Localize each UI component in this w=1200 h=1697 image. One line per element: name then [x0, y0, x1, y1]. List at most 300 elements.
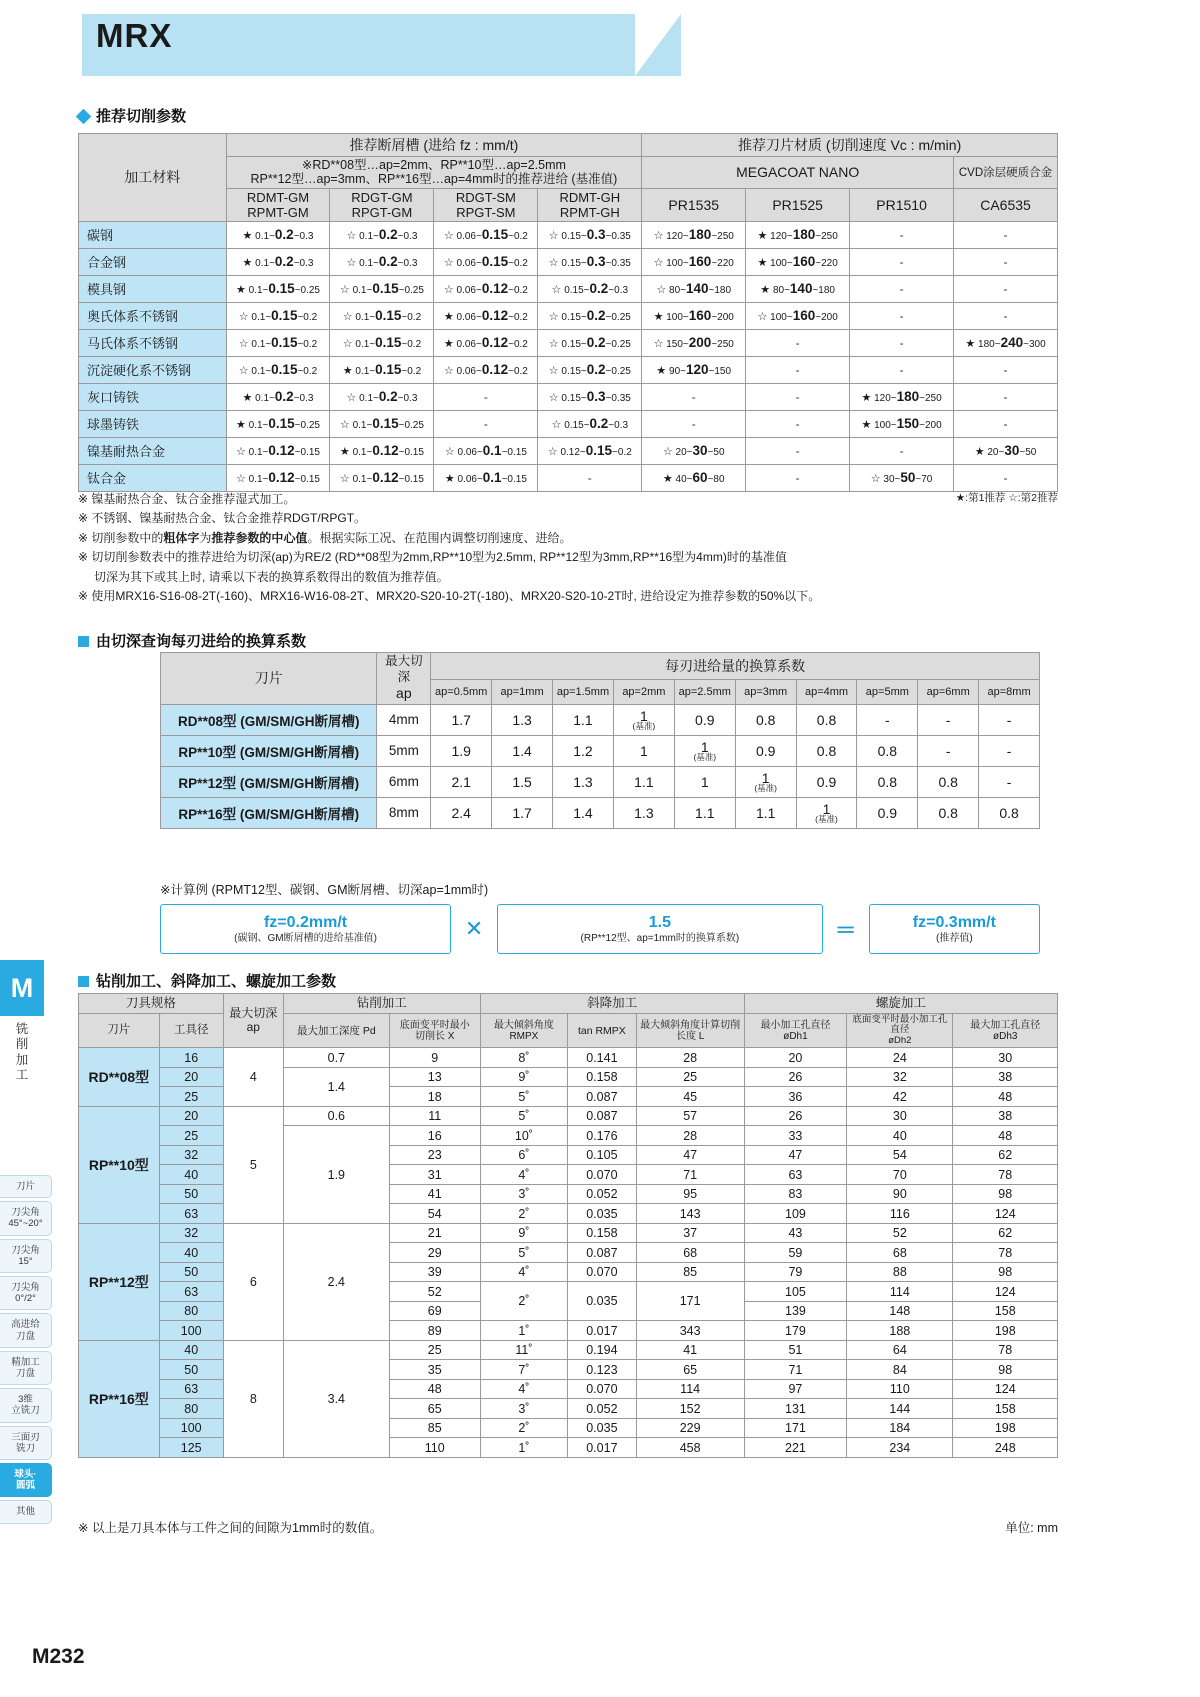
cell-material: 模具钢: [79, 275, 227, 302]
sidebar-tab-4[interactable]: 高进给 刀盘: [0, 1313, 52, 1347]
cell-value: ★ 20~30~50: [954, 437, 1058, 464]
section1-footnotes: [78, 490, 1058, 607]
cell-min-cut-length-x: 110: [389, 1438, 480, 1458]
recommend-mark-icon: ★: [443, 338, 454, 351]
calc-term-3: [869, 904, 1040, 954]
cell-empty: -: [850, 437, 954, 464]
cell-min-hole-dia: 20: [744, 1048, 847, 1068]
cell-tool-diameter: 25: [159, 1126, 223, 1146]
cell-min-hole-dia: 139: [744, 1301, 847, 1321]
cell-material: 马氏体系不锈钢: [79, 329, 227, 356]
cell-max-hole-dia: 78: [953, 1243, 1058, 1263]
cell-ramp-length: 229: [636, 1418, 744, 1438]
cell-ramp-length: 171: [636, 1282, 744, 1321]
cell-factor: 0.8: [857, 735, 918, 766]
cell-value: ☆ 0.1~0.15~0.2: [226, 329, 330, 356]
cell-empty: -: [434, 410, 538, 437]
cell-min-hole-dia: 131: [744, 1399, 847, 1419]
cell-ramp-length: 28: [636, 1126, 744, 1146]
cell-min-cut-length-x: 69: [389, 1301, 480, 1321]
header-col-3: RDMT-GH RPMT-GH: [538, 188, 642, 221]
recommend-mark-icon: ☆: [342, 311, 353, 324]
sidebar-tab-9[interactable]: 其他: [0, 1500, 52, 1523]
cell-value: ☆ 0.06~0.12~0.2: [434, 356, 538, 383]
header-bar-notch: [75, 14, 82, 76]
cell-empty: -: [746, 356, 850, 383]
cell-min-hole-dia: 97: [744, 1379, 847, 1399]
header-insert: 刀片: [161, 653, 377, 705]
cell-ramp-length: 458: [636, 1438, 744, 1458]
recommend-mark-icon: ★: [444, 473, 455, 486]
cell-factor: -: [979, 735, 1040, 766]
cell-ramp-length: 65: [636, 1360, 744, 1380]
cell-material: 合金钢: [79, 248, 227, 275]
header-helical-group: 螺旋加工: [744, 994, 1057, 1014]
cell-value: ☆ 0.15~0.3~0.35: [538, 248, 642, 275]
cell-value: ☆ 0.06~0.1~0.15: [434, 437, 538, 464]
cell-max-hole-dia: 38: [953, 1106, 1058, 1126]
cell-tan-rmpx: 0.035: [568, 1204, 636, 1224]
cell-tool-diameter: 40: [159, 1340, 223, 1360]
cell-tan-rmpx: 0.052: [568, 1184, 636, 1204]
cell-value: ☆ 0.15~0.2~0.3: [538, 275, 642, 302]
cell-ramp-length: 57: [636, 1106, 744, 1126]
cell-flat-hole-dia: 84: [847, 1360, 953, 1380]
cell-value: ★ 0.1~0.15~0.25: [226, 275, 330, 302]
header-chipbreaker-group: 推荐断屑槽 (进给 fz : mm/t): [226, 134, 642, 157]
cell-max-hole-dia: 198: [953, 1418, 1058, 1438]
cell-max-hole-dia: 48: [953, 1087, 1058, 1107]
cell-flat-hole-dia: 88: [847, 1262, 953, 1282]
calc-equals-icon: ＝: [834, 917, 857, 943]
cell-flat-hole-dia: 68: [847, 1243, 953, 1263]
recommend-mark-icon: ☆: [551, 419, 562, 432]
recommend-mark-icon: ☆: [548, 311, 559, 324]
header-ap-1: ap=1mm: [492, 680, 553, 705]
cell-value: ☆ 100~160~200: [746, 302, 850, 329]
recommend-mark-icon: ★: [235, 284, 246, 297]
sidebar-tab-1[interactable]: 刀尖角 45°~20°: [0, 1201, 52, 1235]
cell-ramp-angle: 10˚: [480, 1126, 567, 1146]
table2-body: [161, 704, 1040, 828]
recommend-mark-icon: ★: [443, 311, 454, 324]
cell-factor-base: 1 (基准): [796, 797, 857, 828]
cell-flat-hole-dia: 90: [847, 1184, 953, 1204]
cell-tool-diameter: 16: [159, 1048, 223, 1068]
recommend-mark-icon: ★: [662, 473, 673, 486]
cell-flat-hole-dia: 40: [847, 1126, 953, 1146]
section1-heading: 推荐切削参数: [78, 105, 186, 126]
sidebar-tab-0[interactable]: 刀片: [0, 1175, 52, 1198]
recommend-mark-icon: ★: [757, 230, 768, 243]
cell-min-hole-dia: 26: [744, 1106, 847, 1126]
cell-value: ★ 0.1~0.2~0.3: [226, 221, 330, 248]
table1-header-row-cols: [79, 188, 1058, 221]
recommend-mark-icon: ★: [235, 419, 246, 432]
cell-flat-hole-dia: 188: [847, 1321, 953, 1341]
cell-value: ☆ 0.1~0.15~0.2: [226, 356, 330, 383]
sidebar-tabs[interactable]: [0, 1175, 52, 1527]
cell-empty: -: [538, 464, 642, 491]
cell-flat-hole-dia: 54: [847, 1145, 953, 1165]
cell-factor: 0.8: [918, 766, 979, 797]
cell-empty: -: [746, 437, 850, 464]
cell-value: ☆ 0.1~0.12~0.15: [226, 464, 330, 491]
cell-max-hole-dia: 62: [953, 1223, 1058, 1243]
table-row: [79, 302, 1058, 329]
table-row: [79, 221, 1058, 248]
cell-ramp-length: 85: [636, 1262, 744, 1282]
cell-factor: 1.7: [431, 704, 492, 735]
cell-ramp-length: 41: [636, 1340, 744, 1360]
table-row: [79, 275, 1058, 302]
cell-insert-group: RP**12型: [79, 1223, 160, 1340]
cell-factor: 1.3: [553, 766, 614, 797]
header-ap-max: 最大切深 ap: [377, 653, 431, 705]
header-megacoat-nano: MEGACOAT NANO: [642, 157, 954, 189]
cell-value: ☆ 0.1~0.2~0.3: [330, 221, 434, 248]
cell-tan-rmpx: 0.194: [568, 1340, 636, 1360]
cell-tool-diameter: 125: [159, 1438, 223, 1458]
cell-ramp-angle: 3˚: [480, 1184, 567, 1204]
table-row: [79, 410, 1058, 437]
cell-min-hole-dia: 47: [744, 1145, 847, 1165]
cell-flat-hole-dia: 116: [847, 1204, 953, 1224]
cell-ramp-length: 143: [636, 1204, 744, 1224]
cell-factor: 1.9: [431, 735, 492, 766]
cell-tan-rmpx: 0.158: [568, 1223, 636, 1243]
recommend-mark-icon: ★: [757, 257, 768, 270]
table1-header: [79, 134, 1058, 222]
cell-min-hole-dia: 109: [744, 1204, 847, 1224]
table-row: [79, 248, 1058, 275]
recommend-mark-icon: ☆: [339, 284, 350, 297]
footnote-3: ※ 切切削参数表中的推荐进给为切深(ap)为RE/2 (RD**08型为2mm,RP**10型为2.5mm, RP**12型为3mm,RP**16型为4mm)时的基准值: [78, 550, 787, 565]
cell-tan-rmpx: 0.017: [568, 1321, 636, 1341]
cell-max-hole-dia: 30: [953, 1048, 1058, 1068]
cell-max-hole-dia: 48: [953, 1126, 1058, 1146]
cell-empty: -: [746, 329, 850, 356]
header-material-col: 加工材料: [79, 134, 227, 222]
header-ap-2: ap=1.5mm: [553, 680, 614, 705]
calc-term-2: [497, 904, 822, 954]
calc-term-3-value: fz=0.3mm/t: [912, 913, 996, 931]
cell-factor-base: 1 (基准): [613, 704, 674, 735]
calculation-example-caption: ※计算例 (RPMT12型、碳钢、GM断屑槽、切深ap=1mm时): [160, 883, 489, 897]
cell-ramp-length: 95: [636, 1184, 744, 1204]
cell-max-hole-dia: 98: [953, 1360, 1058, 1380]
header-max-hole-dia: 最大加工孔直径 øDh3: [953, 1014, 1058, 1048]
cell-empty: -: [954, 221, 1058, 248]
cell-ramp-angle: 1˚: [480, 1321, 567, 1341]
cell-flat-hole-dia: 42: [847, 1087, 953, 1107]
cell-min-cut-length-x: 35: [389, 1360, 480, 1380]
cell-value: ☆ 0.1~0.15~0.25: [330, 410, 434, 437]
cell-value: ☆ 0.06~0.15~0.2: [434, 221, 538, 248]
recommend-mark-icon: ☆: [551, 284, 562, 297]
recommended-cutting-parameters-table: [78, 133, 1058, 492]
cell-ap-max: 6mm: [377, 766, 431, 797]
cell-empty: -: [746, 383, 850, 410]
cell-ap-max: 8mm: [377, 797, 431, 828]
cell-flat-hole-dia: 144: [847, 1399, 953, 1419]
cell-tool-diameter: 20: [159, 1106, 223, 1126]
cell-factor: 1.4: [492, 735, 553, 766]
header-tan-rmpx: tan RMPX: [568, 1014, 636, 1048]
header-flat-hole-dia: 底面变平时最小加工孔直径 øDh2: [847, 1014, 953, 1048]
table-row: [79, 464, 1058, 491]
recommend-mark-icon: ★: [342, 365, 353, 378]
cell-value: ☆ 0.15~0.2~0.3: [538, 410, 642, 437]
cell-max-hole-dia: 158: [953, 1399, 1058, 1419]
section2-heading: 由切深查询每刃进给的换算系数: [78, 630, 306, 651]
cell-insert-group: RP**16型: [79, 1340, 160, 1457]
cell-value: ☆ 120~180~250: [642, 221, 746, 248]
cell-ap-max: 8: [223, 1340, 283, 1457]
cell-ap-max: 6: [223, 1223, 283, 1340]
cell-tan-rmpx: 0.087: [568, 1106, 636, 1126]
cell-tan-rmpx: 0.176: [568, 1126, 636, 1146]
cell-value: ★ 0.1~0.2~0.3: [226, 383, 330, 410]
cell-tool-diameter: 63: [159, 1282, 223, 1302]
cell-flat-hole-dia: 234: [847, 1438, 953, 1458]
square-bullet-icon: [78, 976, 89, 987]
cell-factor: -: [918, 735, 979, 766]
cell-empty: -: [850, 275, 954, 302]
cell-factor: -: [979, 766, 1040, 797]
recommend-mark-icon: ★: [653, 311, 664, 324]
cell-material: 灰口铸铁: [79, 383, 227, 410]
recommend-mark-icon: ☆: [653, 230, 664, 243]
cell-ramp-angle: 7˚: [480, 1360, 567, 1380]
header-drilling-group: 钻削加工: [283, 994, 480, 1014]
header-col-4: PR1535: [642, 188, 746, 221]
recommend-mark-icon: ☆: [656, 284, 667, 297]
section3-unit-label: 单位: mm: [1005, 1521, 1058, 1535]
recommend-mark-icon: ★: [656, 365, 667, 378]
cell-empty: -: [954, 464, 1058, 491]
cell-value: ★ 100~150~200: [850, 410, 954, 437]
recommend-mark-icon: ☆: [653, 257, 664, 270]
recommend-mark-icon: ☆: [548, 230, 559, 243]
cell-value: ☆ 0.1~0.15~0.2: [226, 302, 330, 329]
cell-tan-rmpx: 0.052: [568, 1399, 636, 1419]
cell-drill-depth: 1.4: [283, 1067, 389, 1106]
sidebar-tab-5[interactable]: 精加工 刀盘: [0, 1351, 52, 1385]
cell-empty: -: [850, 329, 954, 356]
cell-value: ★ 0.1~0.2~0.3: [226, 248, 330, 275]
cell-min-hole-dia: 179: [744, 1321, 847, 1341]
calc-term-3-note: (推荐值): [936, 933, 973, 945]
recommend-mark-icon: ☆: [346, 257, 357, 270]
header-col-2: RDGT-SM RPGT-SM: [434, 188, 538, 221]
recommend-mark-icon: ☆: [757, 311, 768, 324]
cell-value: ☆ 0.15~0.3~0.35: [538, 221, 642, 248]
recommend-mark-icon: ☆: [870, 473, 881, 486]
cell-min-cut-length-x: 85: [389, 1418, 480, 1438]
cell-ramp-angle: 5˚: [480, 1087, 567, 1107]
cell-factor: 1.1: [674, 797, 735, 828]
cell-tan-rmpx: 0.017: [568, 1438, 636, 1458]
table2-header: [161, 653, 1040, 705]
header-col-7: CA6535: [954, 188, 1058, 221]
cell-max-hole-dia: 78: [953, 1165, 1058, 1185]
cell-empty: -: [434, 383, 538, 410]
cell-material: 钛合金: [79, 464, 227, 491]
table-row: [161, 766, 1040, 797]
sidebar-tab-7[interactable]: 三面刃 铣刀: [0, 1426, 52, 1460]
cell-empty: -: [954, 410, 1058, 437]
cell-tool-diameter: 80: [159, 1399, 223, 1419]
cell-drill-depth: 0.7: [283, 1048, 389, 1068]
recommend-mark-icon: ★: [339, 446, 350, 459]
cell-tool-diameter: 25: [159, 1087, 223, 1107]
header-chipbreaker-note: ※RD**08型…ap=2mm、RP**10型…ap=2.5mm RP**12型…ap=3mm、RP**16型…ap=4mm时的推荐进给 (基准值): [226, 157, 642, 189]
cell-min-hole-dia: 221: [744, 1438, 847, 1458]
recommend-mark-icon: ☆: [548, 365, 559, 378]
calc-term-2-value: 1.5: [648, 913, 671, 931]
cell-value: ★ 120~180~250: [850, 383, 954, 410]
cell-tan-rmpx: 0.035: [568, 1418, 636, 1438]
cell-ramp-angle: 5˚: [480, 1243, 567, 1263]
cell-ramp-length: 114: [636, 1379, 744, 1399]
cell-value: ★ 100~160~220: [746, 248, 850, 275]
cell-factor: 0.9: [796, 766, 857, 797]
cell-min-hole-dia: 71: [744, 1360, 847, 1380]
recommend-mark-icon: ☆: [548, 257, 559, 270]
recommend-mark-icon: ☆: [339, 419, 350, 432]
cell-tool-diameter: 20: [159, 1067, 223, 1087]
cell-material: 沉淀硬化系不锈钢: [79, 356, 227, 383]
recommend-mark-icon: ☆: [339, 473, 350, 486]
sidebar-tab-2[interactable]: 刀尖角 15°: [0, 1239, 52, 1273]
footnote-4: 切深为其下或其上时, 请乘以下表的换算系数得出的数值为推荐值。: [94, 569, 449, 584]
cell-insert-group: RD**08型: [79, 1048, 160, 1107]
header-grade-group: 推荐刀片材质 (切削速度 Vc : m/min): [642, 134, 1058, 157]
cell-flat-hole-dia: 32: [847, 1067, 953, 1087]
cell-flat-hole-dia: 110: [847, 1379, 953, 1399]
cell-empty: -: [954, 383, 1058, 410]
cell-drill-depth: 0.6: [283, 1106, 389, 1126]
cell-flat-hole-dia: 184: [847, 1418, 953, 1438]
cell-empty: -: [954, 356, 1058, 383]
cell-value: ★ 180~240~300: [954, 329, 1058, 356]
cell-tool-diameter: 32: [159, 1223, 223, 1243]
cell-ramp-length: 25: [636, 1067, 744, 1087]
cell-tan-rmpx: 0.087: [568, 1243, 636, 1263]
cell-min-hole-dia: 63: [744, 1165, 847, 1185]
cell-factor: 1.5: [492, 766, 553, 797]
calc-term-1-note: (碳钢、GM断屑槽的进给基准值): [234, 933, 377, 945]
cell-value: ☆ 0.1~0.12~0.15: [330, 464, 434, 491]
calc-term-1: [160, 904, 451, 954]
cell-factor: 1.2: [553, 735, 614, 766]
cell-empty: -: [954, 248, 1058, 275]
sidebar-tab-6[interactable]: 3维 立铣刀: [0, 1388, 52, 1422]
recommend-mark-icon: ☆: [238, 311, 249, 324]
cell-min-cut-length-x: 21: [389, 1223, 480, 1243]
cell-ramp-length: 343: [636, 1321, 744, 1341]
cell-value: ★ 0.06~0.12~0.2: [434, 302, 538, 329]
cell-tan-rmpx: 0.105: [568, 1145, 636, 1165]
diamond-bullet-icon: [76, 109, 92, 125]
header-tool-diameter: 工具径: [159, 1014, 223, 1048]
header-col-0: RDMT-GM RPMT-GM: [226, 188, 330, 221]
cell-value: ☆ 0.12~0.15~0.2: [538, 437, 642, 464]
footnote-0: ※ 镍基耐热合金、钛合金推荐湿式加工。: [78, 492, 296, 506]
recommend-mark-icon: ☆: [443, 257, 454, 270]
cell-value: ☆ 0.15~0.2~0.25: [538, 329, 642, 356]
table1-header-row-groups: [79, 134, 1058, 157]
cell-tan-rmpx: 0.158: [568, 1067, 636, 1087]
cell-tan-rmpx: 0.070: [568, 1379, 636, 1399]
cell-value: ☆ 0.15~0.3~0.35: [538, 383, 642, 410]
cell-max-hole-dia: 98: [953, 1262, 1058, 1282]
cell-value: ★ 0.1~0.12~0.15: [330, 437, 434, 464]
cell-min-cut-length-x: 48: [389, 1379, 480, 1399]
cell-factor: 0.9: [857, 797, 918, 828]
cell-factor: 0.8: [796, 735, 857, 766]
cell-value: ★ 0.06~0.12~0.2: [434, 329, 538, 356]
cell-max-hole-dia: 158: [953, 1301, 1058, 1321]
cell-insert-type: RD**08型 (GM/SM/GH断屑槽): [161, 704, 377, 735]
cell-ramp-length: 152: [636, 1399, 744, 1419]
cell-factor: -: [979, 704, 1040, 735]
sidebar-tab-8[interactable]: 球头· 圆弧: [0, 1463, 52, 1497]
cell-insert-type: RP**10型 (GM/SM/GH断屑槽): [161, 735, 377, 766]
cell-tool-diameter: 50: [159, 1262, 223, 1282]
cell-value: ☆ 0.15~0.2~0.25: [538, 356, 642, 383]
cell-ramp-angle: 2˚: [480, 1282, 567, 1321]
cell-ramp-length: 37: [636, 1223, 744, 1243]
sidebar-category-letter: M: [0, 960, 44, 1016]
cell-value: ★ 0.1~0.15~0.25: [226, 410, 330, 437]
cell-tool-diameter: 40: [159, 1243, 223, 1263]
cell-ramp-length: 45: [636, 1087, 744, 1107]
cell-drill-depth: 2.4: [283, 1223, 389, 1340]
table2-header-row-1: [161, 653, 1040, 680]
cell-ramp-angle: 1˚: [480, 1438, 567, 1458]
cell-empty: -: [642, 383, 746, 410]
sidebar-tab-3[interactable]: 刀尖角 0°/2°: [0, 1276, 52, 1310]
cell-min-cut-length-x: 11: [389, 1106, 480, 1126]
cell-factor: 1.3: [613, 797, 674, 828]
cell-value: ★ 0.1~0.15~0.2: [330, 356, 434, 383]
calc-term-2-note: (RP**12型、ap=1mm时的换算系数): [580, 933, 740, 945]
cell-max-hole-dia: 198: [953, 1321, 1058, 1341]
cell-tool-diameter: 100: [159, 1418, 223, 1438]
calculation-example-row: [160, 903, 1040, 955]
cell-min-hole-dia: 26: [744, 1067, 847, 1087]
header-ap-max: 最大切深 ap: [223, 994, 283, 1048]
cell-ramp-angle: 3˚: [480, 1399, 567, 1419]
recommendation-legend: ★:第1推荐 ☆:第2推荐: [955, 492, 1058, 504]
cell-min-hole-dia: 79: [744, 1262, 847, 1282]
cell-factor: -: [918, 704, 979, 735]
cell-ramp-length: 71: [636, 1165, 744, 1185]
cell-factor-base: 1 (基准): [674, 735, 735, 766]
cell-ramp-angle: 2˚: [480, 1418, 567, 1438]
cell-min-cut-length-x: 54: [389, 1204, 480, 1224]
table3-body: [79, 1048, 1058, 1458]
cell-min-hole-dia: 33: [744, 1126, 847, 1146]
cell-insert-group: RP**10型: [79, 1106, 160, 1223]
cell-tool-diameter: 32: [159, 1145, 223, 1165]
cell-factor: 1.1: [613, 766, 674, 797]
cell-factor: 1.3: [492, 704, 553, 735]
cell-empty: -: [850, 356, 954, 383]
cell-empty: -: [642, 410, 746, 437]
